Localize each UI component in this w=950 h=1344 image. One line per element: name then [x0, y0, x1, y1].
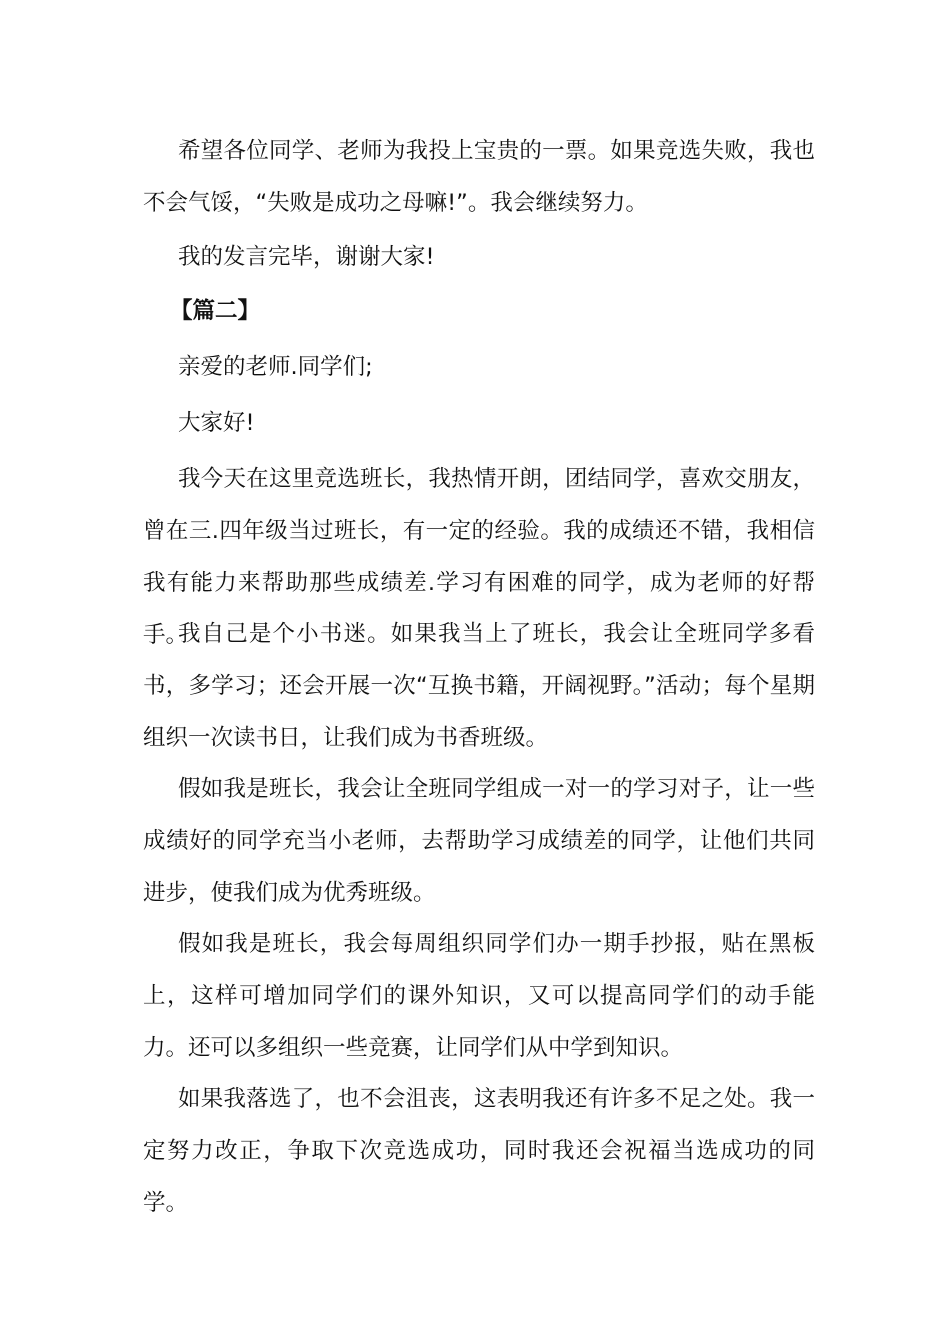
paragraph-introduction: 我今天在这里竞选班长，我热情开朗，团结同学，喜欢交朋友，曾在三.四年级当过班长，有一定的经验。我的成绩还不错，我相信我有能力来帮助那些成绩差.学习有困难的同学，成为老师的好帮手。	[143, 466, 815, 648]
paragraph-hope-vote: 希望各位同学、老师为我投上宝贵的一票。如果竞选失败，我也不会气馁，“失败是成功之母嘛!”。我会继续努力。	[143, 138, 815, 216]
paragraph-closing: 我的发言完毕，谢谢大家!	[178, 244, 435, 270]
paragraph-if-lose: 如果我落选了，也不会沮丧，这表明我还有许多不足之处。我一定努力改正，争取下次竞选成功，同时我还会祝福当选成功的同学。	[143, 1086, 815, 1216]
paragraph-study-pairs: 假如我是班长，我会让全班同学组成一对一的学习对子，让一些成绩好的同学充当小老师，去帮助学习成绩差的同学，让他们共同进步，使我们成为优秀班级。	[143, 776, 815, 906]
paragraph-salutation: 亲爱的老师.同学们;	[178, 354, 373, 380]
section-heading: 【篇二】	[170, 298, 261, 324]
paragraph-book-lover: 我自己是个小书迷。如果我当上了班长，我会让全班同学多看书，多学习；还会开展一次“互换书籍，开阔视野。”活动；每个星期组织一次读书日，让我们成为书香班级。	[143, 621, 815, 751]
paragraph-greeting: 大家好!	[178, 410, 255, 436]
paragraph-newspaper: 假如我是班长，我会每周组织同学们办一期手抄报，贴在黑板上，这样可增加同学们的课外知识，又可以提高同学们的动手能力。还可以多组织一些竞赛，让同学们从中学到知识。	[143, 931, 815, 1061]
